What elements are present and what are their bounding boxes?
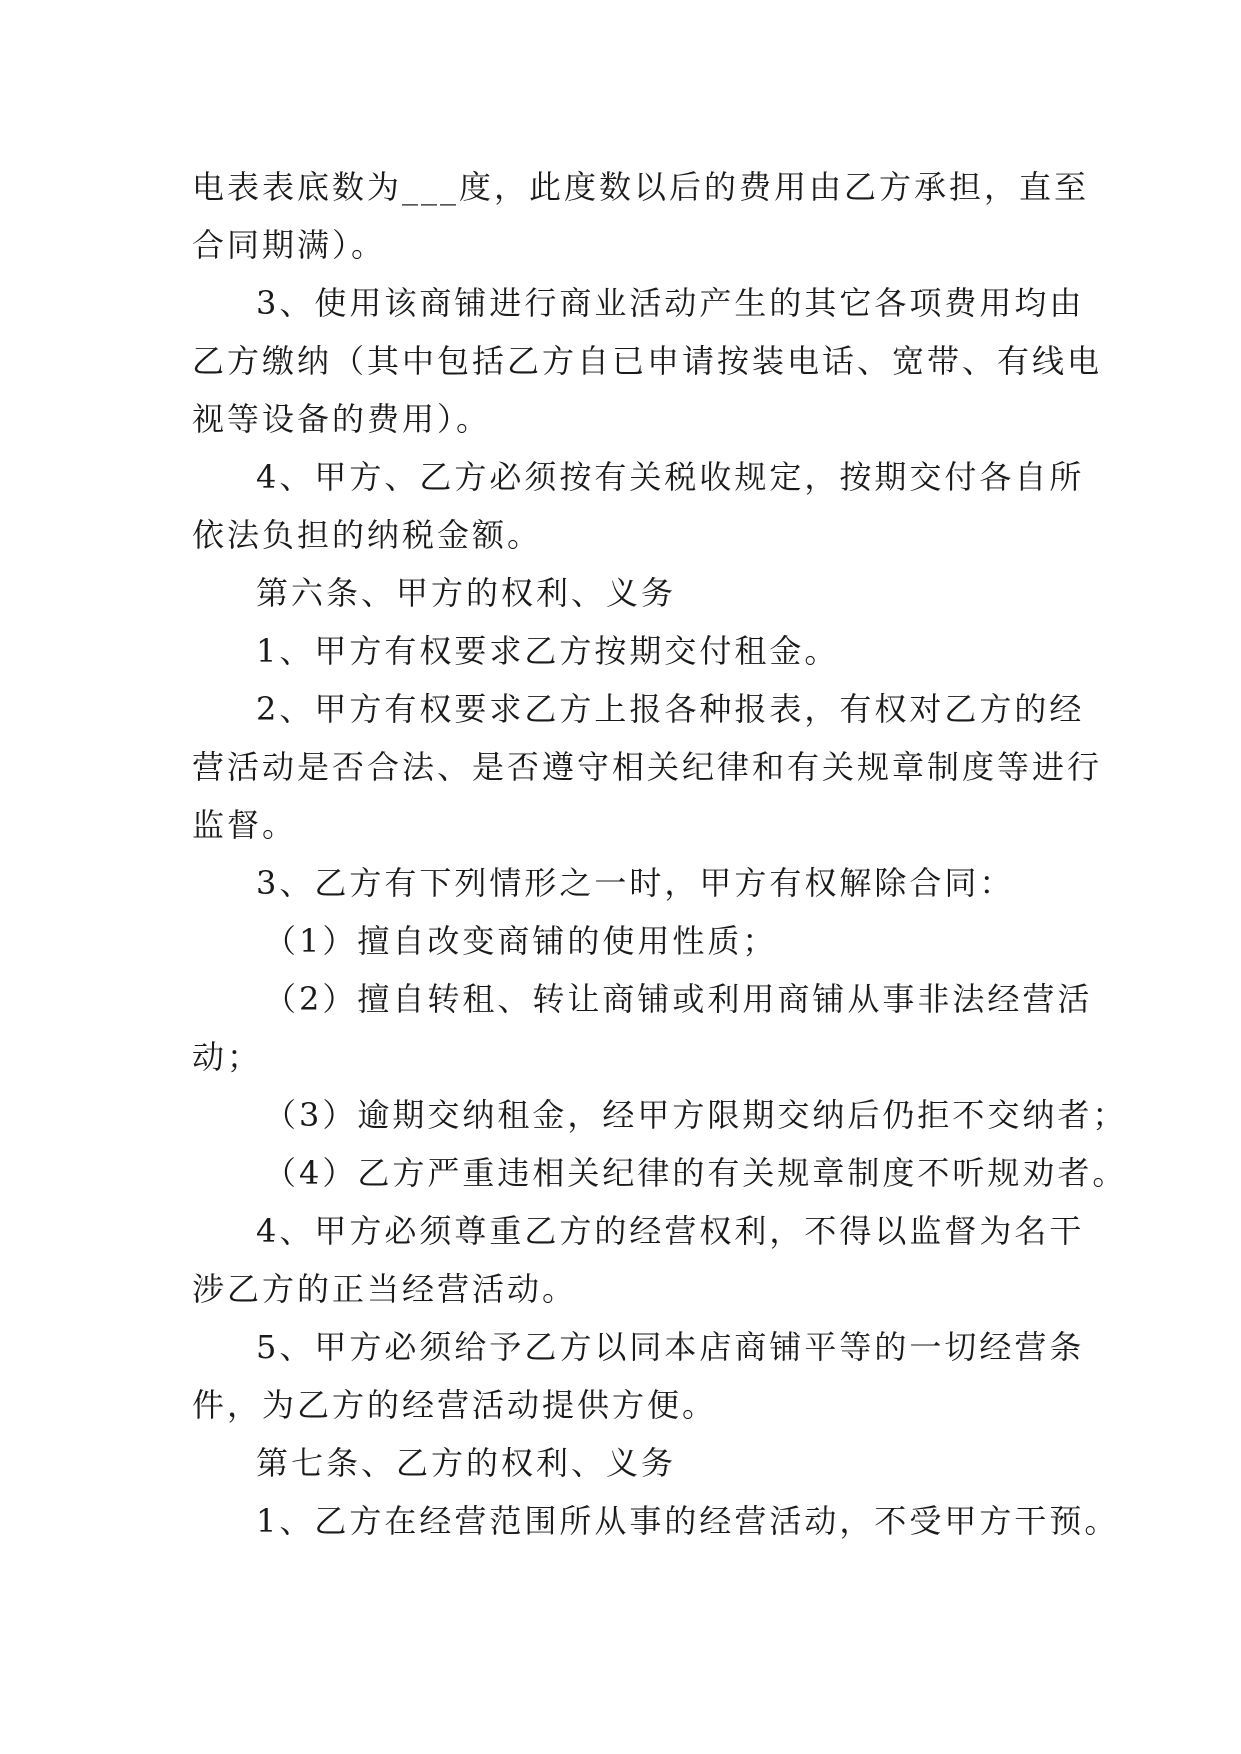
list-item: （3）逾期交纳租金，经甲方限期交纳后仍拒不交纳者； [264, 1096, 1128, 1134]
text-line: 5、甲方必须给予乙方以同本店商铺平等的一切经营条 [256, 1328, 1085, 1366]
list-item: （4）乙方严重违相关纪律的有关规章制度不听规劝者。 [264, 1154, 1128, 1192]
list-item: （2）擅自转租、转让商铺或利用商铺从事非法经营活 [264, 980, 1093, 1018]
section-heading: 第六条、甲方的权利、义务 [256, 574, 677, 612]
text-line: 件，为乙方的经营活动提供方便。 [192, 1386, 718, 1424]
text-line: 电表表底数为___度，此度数以后的费用由乙方承担，直至 [192, 168, 1090, 206]
text-line: 2、甲方有权要求乙方上报各种报表，有权对乙方的经 [256, 690, 1085, 728]
text-line: 乙方缴纳（其中包括乙方自已申请按装电话、宽带、有线电 [192, 342, 1103, 380]
text-line: 营活动是否合法、是否遵守相关纪律和有关规章制度等进行 [192, 748, 1103, 786]
text-line: 1、甲方有权要求乙方按期交付租金。 [256, 632, 840, 670]
text-line: 合同期满）。 [192, 226, 387, 264]
text-line: 1、乙方在经营范围所从事的经营活动，不受甲方干预。 [256, 1502, 1120, 1540]
text-line: 依法负担的纳税金额。 [192, 516, 543, 554]
list-item: （1）擅自改变商铺的使用性质； [264, 922, 778, 960]
text-line: 4、甲方必须尊重乙方的经营权利，不得以监督为名干 [256, 1212, 1085, 1250]
text-line: 3、使用该商铺进行商业活动产生的其它各项费用均由 [256, 284, 1085, 322]
text-line: 动； [192, 1038, 263, 1076]
document-body [192, 158, 1128, 1550]
text-line: 监督。 [192, 806, 298, 844]
text-line: 涉乙方的正当经营活动。 [192, 1270, 578, 1308]
section-heading: 第七条、乙方的权利、义务 [256, 1444, 677, 1482]
text-line: 3、乙方有下列情形之一时，甲方有权解除合同： [256, 864, 1015, 902]
text-line: 4、甲方、乙方必须按有关税收规定，按期交付各自所 [256, 458, 1085, 496]
text-line: 视等设备的费用）。 [192, 400, 492, 438]
